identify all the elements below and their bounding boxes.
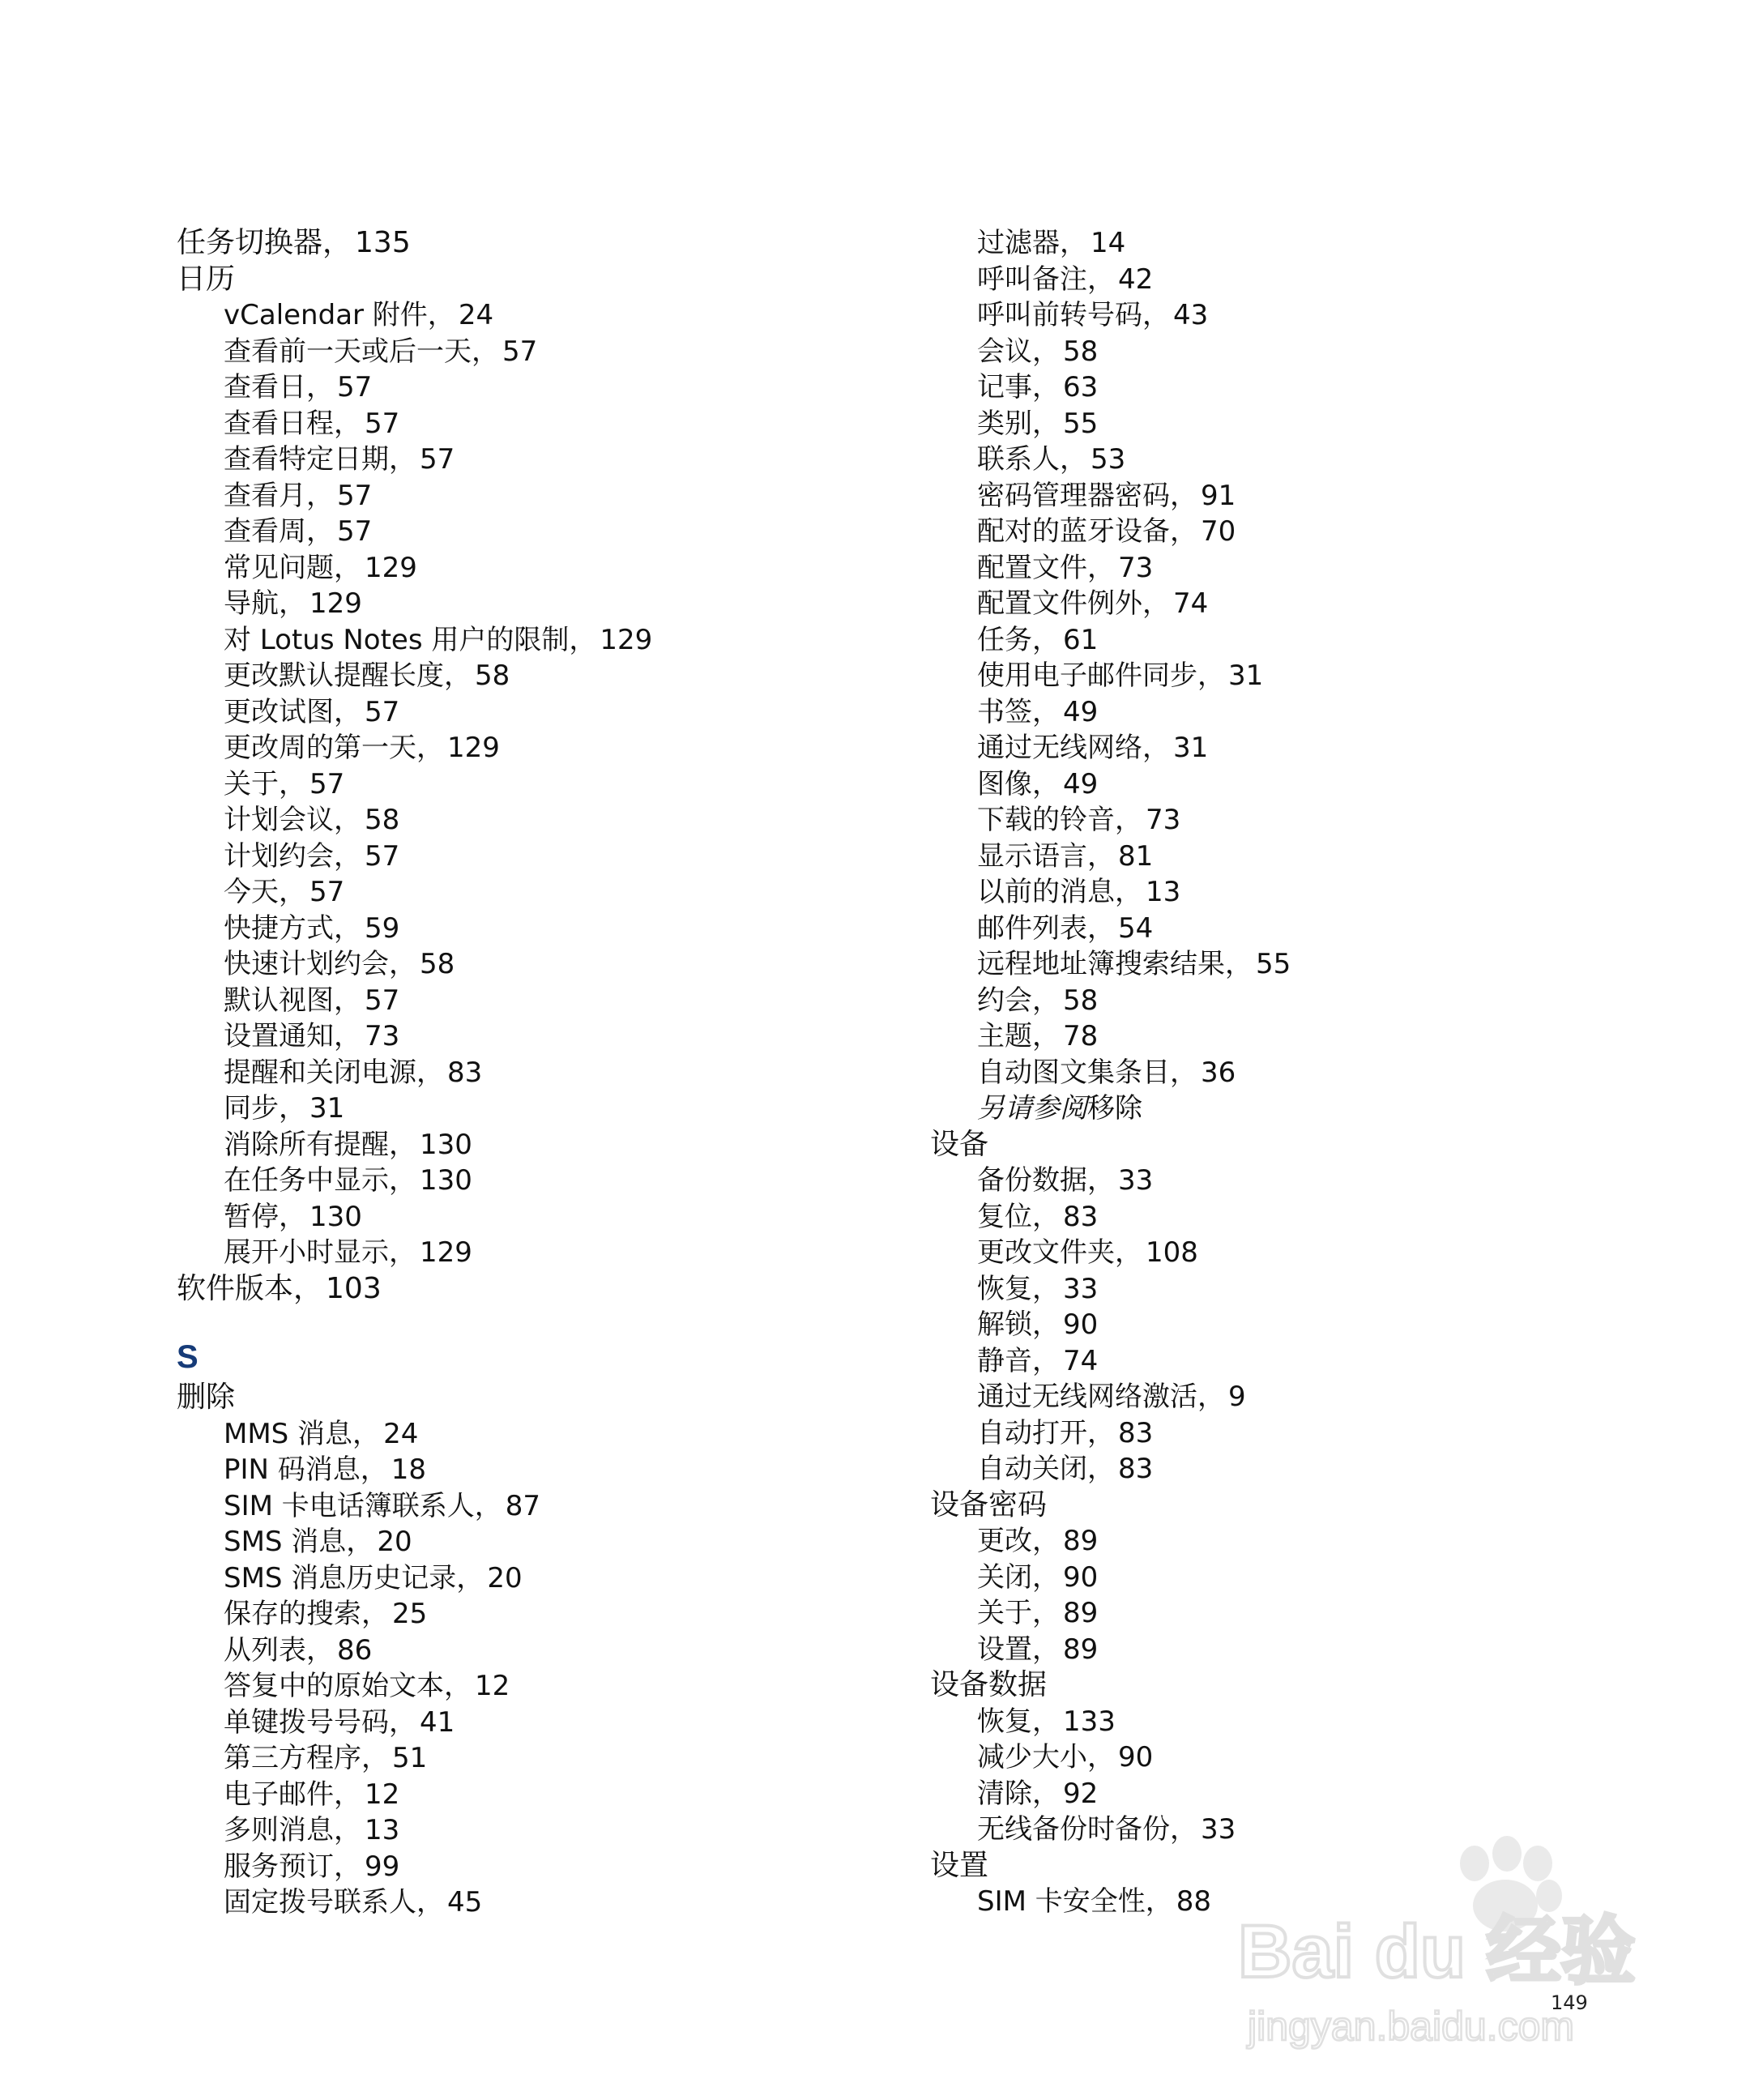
index-subentry xyxy=(177,1849,906,1885)
entry-term: 约会， xyxy=(977,984,1060,1017)
entry-term: 删除 xyxy=(177,1381,236,1414)
entry-page-ref: 58 xyxy=(475,659,510,692)
watermark-url: jingyan.baidu.com xyxy=(1248,2004,1575,2049)
entry-page-ref: 92 xyxy=(1063,1777,1099,1810)
entry-page-ref: 99 xyxy=(365,1850,400,1883)
entry-term: 图像， xyxy=(977,767,1060,800)
entry-term: 备份数据， xyxy=(977,1164,1115,1197)
index-subentry xyxy=(930,911,1643,947)
index-subentry xyxy=(930,1271,1643,1308)
entry-page-ref: 89 xyxy=(1063,1597,1099,1629)
entry-page-ref: 14 xyxy=(1091,227,1126,259)
index-subentry xyxy=(930,369,1643,406)
entry-term: 查看特定日期， xyxy=(224,443,416,476)
entry-page-ref: 83 xyxy=(447,1056,483,1089)
index-entry xyxy=(177,225,906,262)
entry-term: 密码管理器密码， xyxy=(977,479,1197,512)
entry-term: 自动关闭， xyxy=(977,1453,1115,1485)
entry-page-ref: 129 xyxy=(420,1236,472,1269)
index-subentry xyxy=(930,297,1643,334)
index-subentry xyxy=(177,1596,906,1633)
entry-page-ref: 43 xyxy=(1173,299,1209,331)
entry-page-ref: 135 xyxy=(355,226,411,259)
index-entry xyxy=(930,1667,1643,1704)
index-subentry xyxy=(177,802,906,839)
index-subentry xyxy=(930,1018,1643,1055)
index-subentry xyxy=(177,478,906,514)
entry-page-ref: 55 xyxy=(1063,407,1099,440)
entry-page-ref: 91 xyxy=(1201,479,1236,512)
page-number: 149 xyxy=(1551,1991,1588,2014)
entry-term: 在任务中显示， xyxy=(224,1164,416,1197)
entry-term: 清除， xyxy=(977,1777,1060,1810)
entry-page-ref: 81 xyxy=(1118,839,1154,873)
index-subentry xyxy=(177,1633,906,1669)
index-entry xyxy=(930,1127,1643,1163)
index-subentry xyxy=(930,334,1643,370)
entry-term: 过滤器， xyxy=(977,227,1087,259)
entry-term: 使用电子邮件同步， xyxy=(977,659,1225,692)
entry-term: 记事， xyxy=(977,371,1060,403)
entry-term: 查看前一天或后一天， xyxy=(224,335,499,368)
index-subentry xyxy=(930,1307,1643,1343)
index-subentry xyxy=(930,622,1643,659)
index-subentry xyxy=(177,658,906,694)
entry-term: 任务， xyxy=(977,623,1060,656)
entry-page-ref: 74 xyxy=(1063,1344,1099,1377)
entry-page-ref: 41 xyxy=(420,1705,455,1739)
entry-term: 今天， xyxy=(224,876,306,908)
index-subentry xyxy=(930,1739,1643,1776)
entry-page-ref: 78 xyxy=(1063,1020,1099,1052)
entry-page-ref: 57 xyxy=(365,407,400,440)
index-subentry xyxy=(930,658,1643,694)
entry-term: 计划约会， xyxy=(224,839,361,873)
entry-page-ref: 59 xyxy=(365,911,400,945)
entry-page-ref: 73 xyxy=(1146,804,1181,836)
entry-term: 查看月， xyxy=(224,479,334,512)
index-subentry xyxy=(930,1415,1643,1452)
entry-page-ref: 83 xyxy=(1118,1416,1154,1449)
entry-page-ref: 57 xyxy=(309,767,345,800)
entry-page-ref: 87 xyxy=(505,1489,541,1522)
entry-term: 类别， xyxy=(977,407,1060,440)
index-subentry xyxy=(177,1560,906,1597)
entry-page-ref: 33 xyxy=(1201,1813,1236,1846)
index-subentry xyxy=(930,478,1643,514)
entry-term: 查看日程， xyxy=(224,407,361,440)
index-entry xyxy=(177,1380,906,1416)
entry-term: 更改周的第一天， xyxy=(224,732,444,764)
entry-page-ref: 63 xyxy=(1063,371,1099,403)
entry-page-ref: 129 xyxy=(309,587,362,620)
index-subentry xyxy=(930,1560,1643,1596)
entry-term: 更改试图， xyxy=(224,695,361,728)
entry-term: PIN 码消息， xyxy=(224,1453,388,1486)
entry-page-ref: 90 xyxy=(1118,1741,1154,1773)
entry-term: 配置文件例外， xyxy=(977,587,1170,620)
index-subentry xyxy=(930,1163,1643,1199)
entry-term: 日历 xyxy=(177,262,236,296)
entry-term: 从列表， xyxy=(224,1633,334,1667)
entry-term: 暂停， xyxy=(224,1200,306,1233)
index-subentry xyxy=(930,730,1643,766)
entry-term: 单键拨号号码， xyxy=(224,1705,416,1739)
entry-term: 设置通知， xyxy=(224,1020,361,1052)
index-subentry xyxy=(930,514,1643,550)
index-subentry xyxy=(930,946,1643,983)
entry-page-ref: 57 xyxy=(365,984,400,1017)
index-subentry xyxy=(930,839,1643,875)
entry-page-ref: 103 xyxy=(326,1271,382,1305)
entry-term: 自动图文集条目， xyxy=(977,1056,1197,1089)
entry-page-ref: 89 xyxy=(1063,1633,1099,1666)
entry-term: 设置 xyxy=(930,1848,989,1882)
index-subentry xyxy=(177,874,906,911)
entry-term: 服务预订， xyxy=(224,1850,361,1883)
index-subentry xyxy=(177,1055,906,1091)
entry-page-ref: 49 xyxy=(1063,767,1099,800)
index-subentry xyxy=(177,514,906,550)
entry-term: 软件版本， xyxy=(177,1271,323,1305)
entry-term: 同步， xyxy=(224,1092,306,1125)
entry-term: 设备密码 xyxy=(930,1488,1048,1522)
entry-page-ref: 130 xyxy=(420,1128,472,1161)
index-subentry xyxy=(177,730,906,766)
entry-page-ref: 12 xyxy=(475,1670,510,1702)
index-subentry xyxy=(177,1091,906,1127)
entry-page-ref: 25 xyxy=(392,1598,428,1630)
index-column-left xyxy=(177,225,906,1921)
index-subentry xyxy=(177,1812,906,1849)
entry-page-ref: 57 xyxy=(337,371,373,403)
index-subentry xyxy=(930,1091,1643,1127)
index-subentry xyxy=(177,839,906,875)
index-subentry xyxy=(930,874,1643,911)
index-subentry xyxy=(930,262,1643,298)
index-subentry xyxy=(177,1884,906,1921)
index-subentry xyxy=(930,1055,1643,1091)
entry-page-ref: 57 xyxy=(337,515,373,548)
entry-page-ref: 83 xyxy=(1063,1200,1099,1233)
entry-page-ref: 18 xyxy=(391,1453,427,1486)
entry-term: 多则消息， xyxy=(224,1814,361,1846)
index-subentry xyxy=(177,586,906,622)
entry-page-ref: 54 xyxy=(1118,911,1154,945)
entry-term: 会议， xyxy=(977,335,1060,368)
index-subentry xyxy=(930,1235,1643,1271)
entry-term: 恢复， xyxy=(977,1705,1060,1738)
index-subentry xyxy=(177,911,906,947)
entry-page-ref: 86 xyxy=(337,1633,373,1667)
entry-term: 无线备份时备份， xyxy=(977,1813,1197,1846)
entry-term: 以前的消息， xyxy=(977,876,1142,908)
entry-page-ref: 31 xyxy=(309,1092,345,1125)
entry-page-ref: 130 xyxy=(309,1200,362,1233)
entry-page-ref: 51 xyxy=(392,1742,428,1774)
entry-page-ref: 90 xyxy=(1063,1560,1099,1594)
entry-term: 静音， xyxy=(977,1344,1060,1377)
entry-page-ref: 9 xyxy=(1228,1381,1246,1413)
index-subentry xyxy=(177,1740,906,1777)
entry-page-ref: 74 xyxy=(1173,587,1209,620)
entry-page-ref: 73 xyxy=(365,1020,400,1052)
entry-page-ref: 31 xyxy=(1228,659,1264,692)
entry-term: 主题， xyxy=(977,1020,1060,1052)
entry-term: SMS 消息， xyxy=(224,1526,374,1558)
index-subentry xyxy=(177,1452,906,1488)
entry-term: 自动打开， xyxy=(977,1416,1115,1449)
entry-page-ref: 61 xyxy=(1063,623,1099,656)
index-subentry xyxy=(177,334,906,370)
index-subentry xyxy=(177,406,906,442)
entry-term: 更改文件夹， xyxy=(977,1236,1142,1269)
entry-page-ref: 55 xyxy=(1256,948,1291,980)
entry-page-ref: 57 xyxy=(365,839,400,873)
index-subentry xyxy=(177,442,906,478)
index-subentry xyxy=(930,983,1643,1019)
entry-term: 联系人， xyxy=(977,443,1087,476)
index-subentry xyxy=(177,369,906,406)
entry-term: 展开小时显示， xyxy=(224,1236,416,1269)
index-entry xyxy=(177,262,906,298)
entry-term: 查看日， xyxy=(224,371,334,403)
entry-page-ref: 57 xyxy=(337,479,373,512)
index-subentry xyxy=(930,225,1643,262)
index-subentry xyxy=(177,694,906,731)
index-subentry xyxy=(177,622,906,659)
entry-page-ref: 49 xyxy=(1063,695,1099,728)
index-subentry xyxy=(930,550,1643,587)
entry-term: SIM 卡安全性， xyxy=(977,1885,1173,1918)
index-subentry xyxy=(930,1704,1643,1740)
entry-term: 解锁， xyxy=(977,1308,1060,1341)
entry-page-ref: 36 xyxy=(1201,1056,1236,1089)
index-subentry xyxy=(930,1595,1643,1632)
entry-page-ref: 57 xyxy=(502,335,538,368)
entry-term: 对 Lotus Notes 用户的限制， xyxy=(224,623,597,656)
index-subentry xyxy=(177,1199,906,1236)
entry-term: 关于， xyxy=(977,1597,1060,1629)
entry-term: 书签， xyxy=(977,695,1060,728)
index-subentry xyxy=(930,1451,1643,1488)
index-subentry xyxy=(177,1705,906,1741)
entry-term: 任务切换器， xyxy=(177,226,352,259)
entry-page-ref: 130 xyxy=(420,1164,472,1197)
entry-page-ref: 89 xyxy=(1063,1525,1099,1557)
entry-page-ref: 13 xyxy=(1146,876,1181,908)
entry-page-ref: 57 xyxy=(309,876,345,908)
entry-term: 配置文件， xyxy=(977,551,1115,584)
entry-page-ref: 57 xyxy=(420,443,455,476)
entry-term: 恢复， xyxy=(977,1272,1060,1305)
entry-page-ref: 20 xyxy=(377,1526,412,1558)
entry-term: 常见问题， xyxy=(224,551,361,584)
entry-term: 默认视图， xyxy=(224,984,361,1017)
entry-page-ref: 13 xyxy=(365,1814,400,1846)
entry-page-ref: 31 xyxy=(1173,732,1209,764)
entry-term: 设置， xyxy=(977,1633,1060,1666)
entry-term: 下载的铃音， xyxy=(977,804,1142,836)
entry-page-ref: 58 xyxy=(1063,984,1099,1017)
entry-page-ref: 12 xyxy=(365,1778,400,1811)
index-subentry xyxy=(177,766,906,803)
entry-term: MMS 消息， xyxy=(224,1417,381,1450)
entry-term: 呼叫备注， xyxy=(977,262,1115,296)
entry-term: 关于， xyxy=(224,767,306,800)
entry-term: 设备 xyxy=(930,1127,989,1161)
entry-term: 答复中的原始文本， xyxy=(224,1670,472,1702)
entry-term: 邮件列表， xyxy=(977,911,1115,945)
entry-page-ref: 45 xyxy=(447,1886,483,1919)
index-subentry xyxy=(930,1343,1643,1380)
entry-page-ref: 33 xyxy=(1118,1164,1154,1197)
see-also-label: 另请参阅 xyxy=(977,1092,1087,1125)
entry-term: 电子邮件， xyxy=(224,1778,361,1811)
entry-page-ref: 83 xyxy=(1118,1453,1154,1485)
entry-term: 显示语言， xyxy=(977,839,1115,873)
index-subentry xyxy=(930,586,1643,622)
index-subentry xyxy=(177,1524,906,1560)
entry-page-ref: 129 xyxy=(365,551,417,584)
see-also-target: 移除 xyxy=(1087,1092,1142,1125)
index-subentry xyxy=(177,1235,906,1271)
index-subentry xyxy=(177,983,906,1019)
entry-term: 减少大小， xyxy=(977,1741,1115,1773)
index-subentry xyxy=(930,1632,1643,1668)
entry-page-ref: 24 xyxy=(458,299,494,331)
entry-page-ref: 20 xyxy=(487,1561,523,1594)
index-subentry xyxy=(930,1776,1643,1812)
entry-term: 远程地址簿搜索结果， xyxy=(977,948,1253,980)
index-subentry xyxy=(177,1777,906,1813)
entry-page-ref: 53 xyxy=(1091,443,1126,476)
entry-page-ref: 73 xyxy=(1118,551,1154,584)
entry-term: 固定拨号联系人， xyxy=(224,1886,444,1919)
entry-term: 查看周， xyxy=(224,515,334,548)
entry-term: 快捷方式， xyxy=(224,911,361,945)
index-subentry xyxy=(177,1018,906,1055)
entry-term: 提醒和关闭电源， xyxy=(224,1056,444,1089)
index-subentry xyxy=(177,1488,906,1525)
entry-term: 计划会议， xyxy=(224,804,361,836)
entry-page-ref: 129 xyxy=(447,732,500,764)
index-subentry xyxy=(177,1163,906,1199)
index-subentry xyxy=(930,1523,1643,1560)
index-subentry xyxy=(930,1199,1643,1236)
entry-page-ref: 42 xyxy=(1118,262,1154,296)
index-subentry xyxy=(930,406,1643,442)
index-subentry xyxy=(930,1379,1643,1415)
entry-term: 第三方程序， xyxy=(224,1742,389,1774)
index-column-right xyxy=(930,225,1643,1920)
entry-page-ref: 58 xyxy=(1063,335,1099,368)
entry-page-ref: 88 xyxy=(1176,1885,1212,1918)
index-entry xyxy=(930,1488,1643,1524)
index-subentry xyxy=(177,550,906,587)
entry-page-ref: 58 xyxy=(365,804,400,836)
watermark-brand: Bai du 经验 xyxy=(1238,1910,1636,1993)
index-subentry xyxy=(930,694,1643,731)
entry-term: 通过无线网络， xyxy=(977,732,1170,764)
index-subentry xyxy=(177,1127,906,1163)
entry-term: SMS 消息历史记录， xyxy=(224,1561,484,1594)
entry-page-ref: 70 xyxy=(1201,515,1236,548)
entry-term: 复位， xyxy=(977,1200,1060,1233)
index-subentry xyxy=(930,802,1643,839)
entry-term: 快速计划约会， xyxy=(224,948,416,980)
index-subentry xyxy=(177,946,906,983)
entry-term: 消除所有提醒， xyxy=(224,1128,416,1161)
index-subentry xyxy=(930,442,1643,478)
entry-term: 呼叫前转号码， xyxy=(977,299,1170,331)
entry-term: 关闭， xyxy=(977,1560,1060,1594)
index-subentry xyxy=(177,1416,906,1453)
entry-term: 更改默认提醒长度， xyxy=(224,659,472,692)
entry-term: 保存的搜索， xyxy=(224,1598,389,1630)
entry-term: 设备数据 xyxy=(930,1668,1048,1701)
index-subentry xyxy=(930,766,1643,803)
entry-page-ref: 90 xyxy=(1063,1308,1099,1341)
entry-page-ref: 58 xyxy=(420,948,455,980)
index-entry xyxy=(177,1271,906,1308)
section-gap xyxy=(177,1307,906,1334)
entry-term: 配对的蓝牙设备， xyxy=(977,515,1197,548)
entry-page-ref: 129 xyxy=(600,623,653,656)
baidu-jingyan-watermark xyxy=(1231,1831,1653,2074)
entry-page-ref: 108 xyxy=(1146,1236,1198,1269)
entry-page-ref: 133 xyxy=(1063,1705,1116,1738)
entry-term: vCalendar 附件， xyxy=(224,299,455,331)
entry-page-ref: 33 xyxy=(1063,1272,1099,1305)
entry-term: SIM 卡电话簿联系人， xyxy=(224,1489,502,1522)
index-subentry xyxy=(177,297,906,334)
index-letter-heading: S xyxy=(177,1339,198,1375)
index-subentry xyxy=(177,1668,906,1705)
entry-term: 通过无线网络激活， xyxy=(977,1381,1225,1413)
entry-term: 导航， xyxy=(224,587,306,620)
entry-page-ref: 24 xyxy=(383,1417,419,1450)
entry-term: 更改， xyxy=(977,1525,1060,1557)
entry-page-ref: 57 xyxy=(365,695,400,728)
